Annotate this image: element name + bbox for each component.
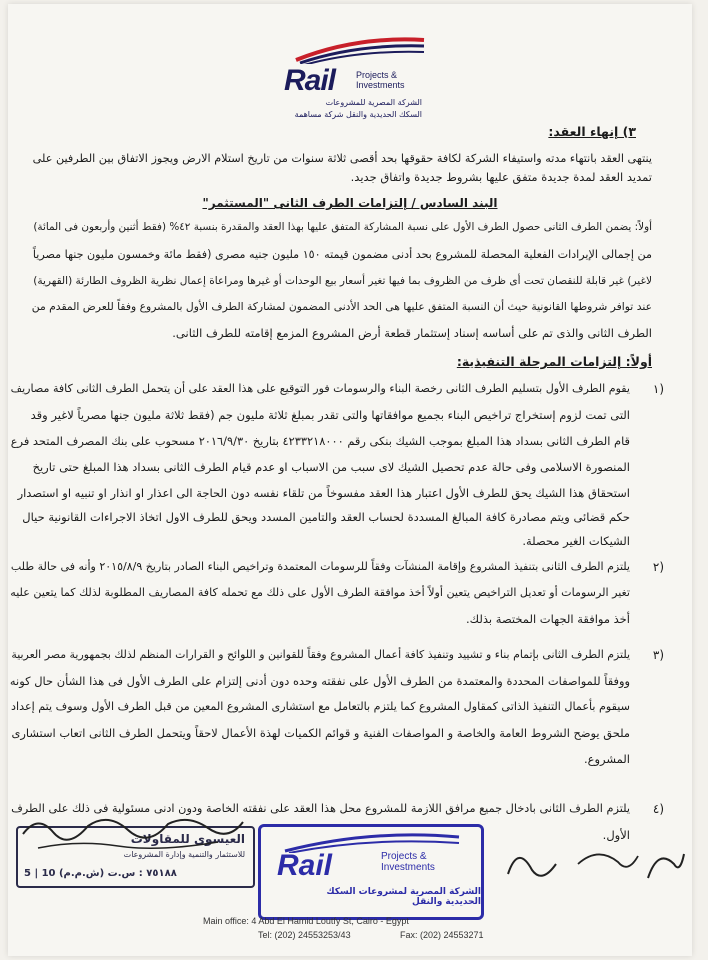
item1-line-5: استحقاق هذا الشيك يحق للطرف الأول اعتبار هذا العقد مفسوخاً من تلقاء نفسه دون الحاجة الى اعذار او انذار او تنبيه او استصدار bbox=[17, 486, 630, 500]
item3-number: ٣) bbox=[652, 648, 664, 662]
footer-fax: Fax: (202) 24553271 bbox=[400, 930, 484, 940]
stamp-left-title: العيسوى للمقاولات bbox=[130, 832, 245, 846]
logo-subtitle-2: Investments bbox=[356, 80, 405, 90]
item3-line-4: ملحق يوضح الشروط العامة والخاصة و المواصفات الفنية و قوائم الكميات لهذة الأعمال لاحقاً ويتحمل الطرف الثانى اتعاب استشارى bbox=[11, 726, 630, 740]
stamp-arabic: الشركة المصرية لمشروعات السكك الحديدية والنقل bbox=[326, 887, 481, 907]
logo-brand: Rail bbox=[284, 64, 336, 97]
first-line-3: لاغير) غير قابلة للنقصان تحت أى ظرف من الظروف بما فيها تغير أسعار بيع الوحدات أو غيرها ومراعاة إعمال نظرية الظروف الطارئة (القهرية) bbox=[33, 275, 652, 287]
signature-right-icon bbox=[498, 834, 688, 894]
item3-line-5: المشروع. bbox=[583, 752, 630, 766]
item4-number: ٤) bbox=[652, 802, 664, 816]
rail-company-stamp bbox=[258, 824, 484, 920]
item1-number: ١) bbox=[652, 382, 664, 396]
footer-address: Main office: 4 Abd El Hamid Loutfy St, Cairo - Egypt bbox=[203, 916, 409, 926]
stamp-projects bbox=[381, 851, 435, 873]
item1-line-7: الشيكات الغير محصلة. bbox=[522, 534, 630, 548]
item1-line-6: حكم قضائى ويتم مصادرة كافة المبالغ المسددة لحساب العقد والتامين المسدد ويحق للطرف الاول اتخاذ الاجراءات القانونية حيال bbox=[22, 510, 630, 524]
item2-line-3: أخذ موافقة الجهات المختصة بذلك. bbox=[466, 612, 630, 626]
contract-page bbox=[8, 4, 692, 956]
item3-line-1: يلتزم الطرف الثانى بإتمام بناء و تشييد وتنفيذ كافة أعمال المشروع وفقاً للقوانين و اللوائح و القرارات المنظم لذلك بجمهورية مصر العربية bbox=[11, 648, 630, 661]
item4-line-2: الأول. bbox=[602, 828, 630, 842]
item1-line-4: المنصورة الاسلامى وفى حالة عدم تحصيل الشيك لاى سبب من الاسباب او عدم قيام الطرف الثانى بسداد هذا المبلغ حتى تاريخ bbox=[32, 460, 630, 474]
footer-tel: Tel: (202) 24553253/43 bbox=[258, 930, 351, 940]
stamp-left-sub: للاستثمار والتنمية وإدارة المشروعات bbox=[123, 850, 245, 859]
logo-arabic-2: السكك الحديدية والنقل شركة مساهمة bbox=[294, 110, 422, 119]
stamp-proj-1: Projects & bbox=[381, 851, 427, 862]
item1-line-2: التى تمت لزوم إستخراج تراخيص البناء بجميع موافقاتها والتى تقدر بمبلغ ثلاثة مليون جم (فقط ثلاثة مليون جنها مصرياً لاغير وقد bbox=[30, 408, 630, 422]
first-line-5: الطرف الثانى والذى تم على أساسه إسناد إستثمار قطعة أرض المشروع المزمع إقامته للطرف الثانى. bbox=[172, 326, 652, 340]
stamp-left-reg: 5 | 10 ٧٥١٨٨ : س.ت (ش.م.م) bbox=[24, 868, 177, 879]
first-line-2: من إجمالى الإيرادات الفعلية المحصلة للمشروع بحد أدنى مضمون قيمته ١٥٠ مليون جنيه مصرى (فقط مائة وخمسون مليون جنها مصرياً bbox=[32, 248, 652, 261]
company-logo bbox=[278, 34, 428, 119]
logo-subtitle-1: Projects & bbox=[356, 70, 398, 80]
first-line-1: أولاً: يضمن الطرف الثانى حصول الطرف الأول على نسبة المشاركة المتفق عليها بهذا العقد والمقدرة بنسبة ٤٢% (فقط أثنين وأربعون فى المائة) bbox=[33, 221, 652, 233]
section3-line-1: ينتهى العقد بانتهاء مدته واستيفاء الشركة لكافة حقوقها بحد أقصى ثلاثة سنوات من تاريخ استلام الارض ويجوز الاتفاق بين الطرفين على bbox=[32, 152, 652, 165]
item3-line-3: سيقوم بأعمال التنفيذ الذاتى كمقاول المشروع كما يلتزم بالتعامل مع استشارى المشروع المعين من قبل الطرف الأول وسوف يتم إعداد bbox=[11, 700, 630, 713]
item1-line-1: يقوم الطرف الأول بتسليم الطرف الثانى رخصة البناء والرسومات فور التوقيع على هذا العقد على أن يتحمل الطرف الثانى كافة مصاريف bbox=[10, 382, 630, 395]
first-line-4: عند توافر شروطها القانونية حيث أن النسبة المتفق عليها هى الحد الأدنى المضمون لمشاركة الطرف الأول بالمشروع وفقاً للعرض المقدم من bbox=[31, 300, 652, 313]
stamp-brand: Rail bbox=[277, 849, 333, 882]
item2-line-2: تغير الرسومات أو تعديل التراخيص يتعين أولاً أخذ موافقة الطرف الأول على ذلك مع تحمله كافة المصاريف المطلوبة لذلك كما يتعين عليه bbox=[10, 586, 630, 599]
item4-line-1: يلتزم الطرف الثانى بادخال جميع مرافق اللازمة للمشروع محل هذا العقد على نفقته الخاصة ودون ادنى مسئولية فى ذلك على الطرف bbox=[11, 802, 630, 815]
exec-heading: أولاً: إلتزامات المرحلة التنفيذية: bbox=[456, 354, 652, 369]
item3-line-2: ووفقاً للمواصفات المحددة والمعتمدة من الطرف الأول على نفقته وحده دون أدنى إلتزام على الطرف الأول فى هذا الشأن حال كونه bbox=[9, 674, 630, 688]
section3-line-2: تمديد العقد لمدة جديدة متفق عليها بشروط جديدة واتفاق جديد. bbox=[350, 170, 652, 184]
clause6-title: البند السادس / إلتزامات الطرف الثانى "المستثمر" bbox=[202, 196, 498, 210]
logo-arabic-1: الشركة المصرية للمشروعات bbox=[325, 98, 422, 107]
logo-subtitle bbox=[356, 70, 426, 90]
rail-swoosh-icon bbox=[286, 34, 426, 64]
signature-left-icon bbox=[18, 804, 248, 854]
item1-line-3: قام الطرف الثانى بسداد هذا المبلغ بموجب الشيك بنكى رقم ٤٢٣٣٢١٨٠٠٠ بتاريخ ٢٠١٦/٩/٣٠ مسحوب على بنك المصرف المتحد فرع bbox=[10, 434, 630, 448]
section3-heading: ٣) إنهاء العقد: bbox=[548, 124, 636, 139]
item2-line-1: يلتزم الطرف الثانى بتنفيذ المشروع وإقامة المنشآت وفقاً للرسومات المعتمدة وتراخيص البناء الصادر بتاريخ ٢٠١٥/٨/٩ وأنه فى حالة طلب bbox=[10, 560, 630, 573]
item2-number: ٢) bbox=[652, 560, 664, 574]
stamp-proj-2: Investments bbox=[381, 862, 435, 873]
